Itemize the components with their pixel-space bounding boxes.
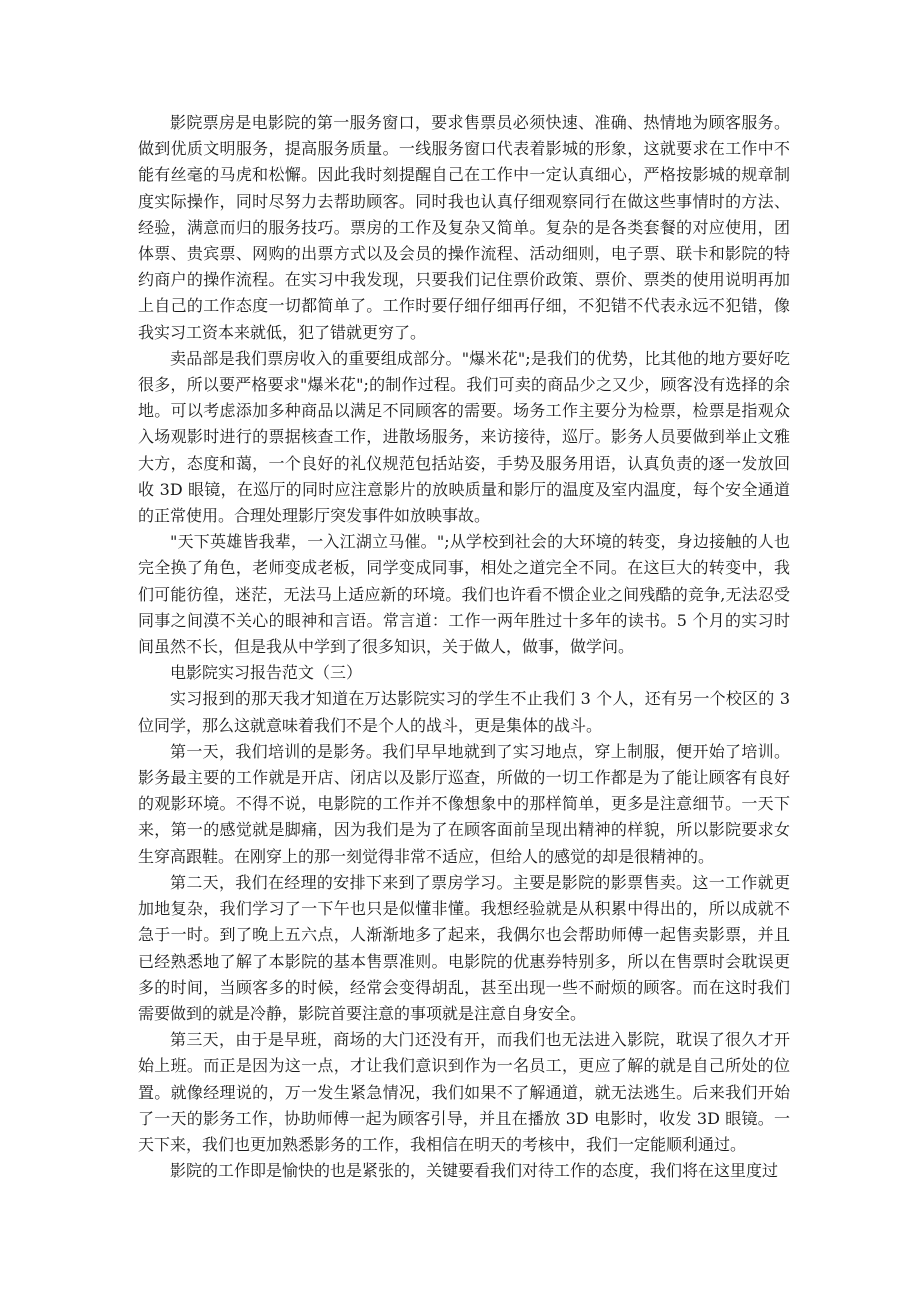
paragraph-reflection: "天下英雄皆我辈，一入江湖立马催。";从学校到社会的大环境的转变，身边接触的人也完全换了角色，老师变成老板，同学变成同事，相处之道完全不同。在这巨大的转变中，我们可能彷徨，迷茫，无法马上适应新的环境。我们也许看不惯企业之间残酷的竞争,无法忍受同事之间漠不关心的眼神和言语。常言道：工作一两年胜过十多年的读书。5 个月的实习时间虽然不长，但是我从中学到了很多知识，关于做人，做事，做学问。 <box>138 532 790 657</box>
paragraph-day-two: 第二天，我们在经理的安排下来到了票房学习。主要是影院的影票售卖。这一工作就更加地复杂，我们学习了一下午也只是似懂非懂。我想经验就是从积累中得出的，所以成就不急于一时。到了晚上五六点，人渐渐地多了起来，我偶尔也会帮助师傅一起售卖影票，并且已经熟悉地了解了本影院的基本售票准则。电影院的优惠券特别多，所以在售票时会耽误更多的时间，当顾客多的时候，经常会变得胡乱，甚至出现一些不耐烦的顾客。而在这时我们需要做到的就是冷静，影院首要注意的事项就是注意自身安全。 <box>138 872 790 1023</box>
paragraph-concessions: 卖品部是我们票房收入的重要组成部分。"爆米花";是我们的优势，比其他的地方要好吃很多，所以要严格要求"爆米花";的制作过程。我们可卖的商品少之又少，顾客没有选择的余地。可以考虑添加多种商品以满足不同顾客的需要。场务工作主要分为检票，检票是指观众入场观影时进行的票据核查工作，进散场服务，来访接待，巡厅。影务人员要做到举止文雅大方，态度和蔼，一个良好的礼仪规范包括站姿，手势及服务用语，认真负责的逐一发放回收 3D 眼镜，在巡厅的同时应注意影片的放映质量和影厅的温度及室内温度，每个安全通道的正常使用。合理处理影厅突发事件如放映事故。 <box>138 348 790 526</box>
section-heading: 电影院实习报告范文（三） <box>170 663 363 683</box>
paragraph-day-three: 第三天，由于是早班，商场的大门还没有开，而我们也无法进入影院，耽误了很久才开始上班。而正是因为这一点，才让我们意识到作为一名员工，更应了解的就是自己所处的位置。就像经理说的，万一发生紧急情况，我们如果不了解通道，就无法逃生。后来我们开始了一天的影务工作，协助师傅一起为顾客引导，并且在播放 3D 电影时，收发 3D 眼镜。一天下来，我们也更加熟悉影务的工作，我相信在明天的考核中，我们一定能顺利通过。 <box>138 1030 790 1154</box>
paragraph-arrival: 实习报到的那天我才知道在万达影院实习的学生不止我们 3 个人，还有另一个校区的 3 位同学，那么这就意味着我们不是个人的战斗，更是集体的战斗。 <box>138 689 790 735</box>
paragraph-closing: 影院的工作即是愉快的也是紧张的，关键要看我们对待工作的态度，我们将在这里度过 <box>170 1161 779 1181</box>
paragraph-ticket-office: 影院票房是电影院的第一服务窗口，要求售票员必须快速、准确、热情地为顾客服务。做到优质文明服务，提高服务质量。一线服务窗口代表着影城的形象，这就要求在工作中不能有丝毫的马虎和松懈。因此我时刻提醒自己在工作中一定认真细心，严格按影城的规章制度实际操作，同时尽努力去帮助顾客。同时我也认真仔细观察同行在做这些事情时的方法、经验，满意而归的服务技巧。票房的工作及复杂又简单。复杂的是各类套餐的对应使用，团体票、贵宾票、网购的出票方式以及会员的操作流程、活动细则，电子票、联卡和影院的特约商户的操作流程。在实习中我发现，只要我们记住票价政策、票价、票类的使用说明再加上自己的工作态度一切都简单了。工作时要仔细仔细再仔细，不犯错不代表永远不犯错，像我实习工资本来就低，犯了错就更穷了。 <box>138 113 790 342</box>
document-page <box>138 110 790 1184</box>
paragraph-day-one: 第一天，我们培训的是影务。我们早早地就到了实习地点，穿上制服，便开始了培训。影务最主要的工作就是开店、闭店以及影厅巡查，所做的一切工作都是为了能让顾客有良好的观影环境。不得不说，电影院的工作并不像想象中的那样简单，更多是注意细节。一天下来，第一的感觉就是脚痛，因为我们是为了在顾客面前呈现出精神的样貌，所以影院要求女生穿高跟鞋。在刚穿上的那一刻觉得非常不适应，但给人的感觉的却是很精神的。 <box>138 741 790 866</box>
